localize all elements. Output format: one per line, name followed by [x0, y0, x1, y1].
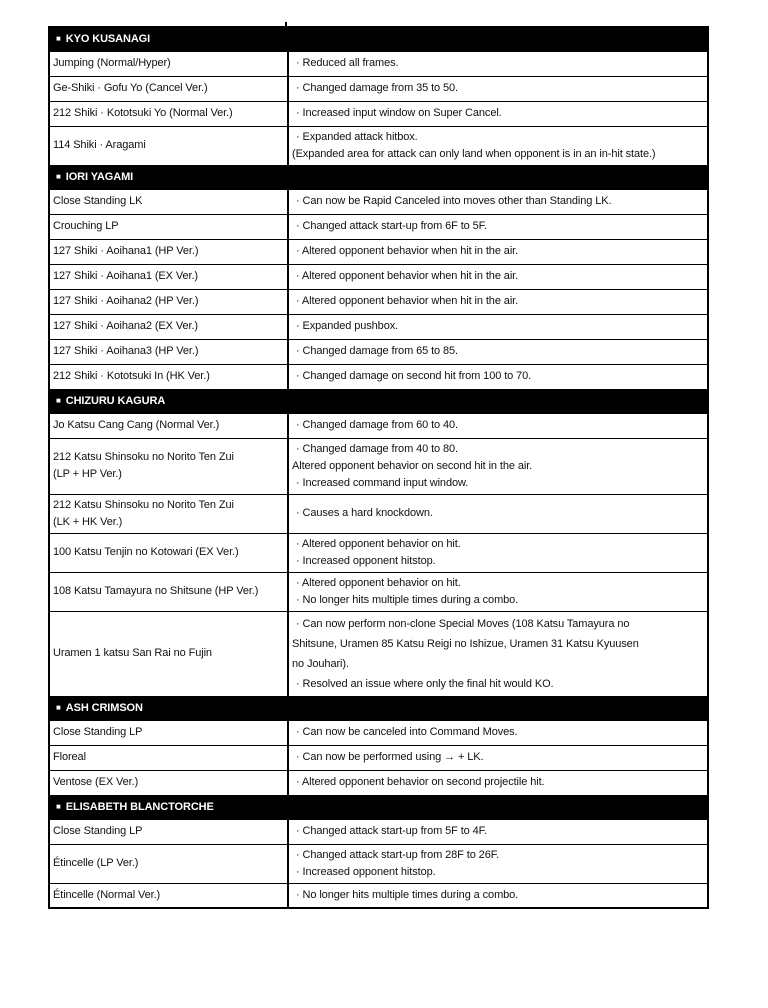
change-line: (Expanded area for attack can only land when opponent is in an in-hit state.) — [292, 147, 656, 160]
move-name-cell — [49, 364, 288, 389]
table-row — [49, 819, 708, 844]
move-name-cell — [49, 264, 288, 289]
changes-cell — [288, 413, 708, 438]
changes-cell — [288, 883, 708, 908]
change-line: · Increased opponent hitstop. — [296, 865, 436, 878]
move-name: 127 Shiki · Aoihana3 (HP Ver.) — [53, 345, 199, 357]
section-title: ELISABETH BLANCTORCHE — [65, 801, 214, 813]
move-name-cell — [49, 572, 288, 611]
section-title: ASH CRIMSON — [65, 702, 143, 714]
section-marker-icon: ■ — [56, 703, 61, 712]
table-row — [49, 720, 708, 745]
move-name: 212 Shiki · Kototsuki Yo (Normal Ver.) — [53, 107, 233, 119]
change-line: no Jouhari). — [292, 657, 349, 670]
change-line: · Increased opponent hitstop. — [296, 554, 436, 567]
section-header-row — [49, 27, 708, 51]
move-name: 108 Katsu Tamayura no Shitsune (HP Ver.) — [53, 585, 259, 597]
change-line: · Can now be performed using → + LK. — [296, 751, 484, 763]
top-border-remnant — [285, 22, 287, 26]
move-name: Close Standing LK — [53, 195, 143, 207]
move-name-cell — [49, 494, 288, 533]
change-line: · Altered opponent behavior when hit in the air. — [296, 295, 519, 307]
section-header-row — [49, 696, 708, 720]
table-row — [49, 339, 708, 364]
change-line: · Changed attack start-up from 5F to 4F. — [296, 825, 488, 837]
table-row — [49, 494, 708, 533]
table-row — [49, 364, 708, 389]
move-name-cell — [49, 438, 288, 494]
section-marker-icon: ■ — [56, 396, 61, 405]
move-name: 127 Shiki · Aoihana1 (HP Ver.) — [53, 245, 199, 257]
patch-notes-table — [48, 26, 707, 909]
change-line: · Expanded pushbox. — [296, 320, 399, 332]
change-line: · Changed attack start-up from 6F to 5F. — [296, 220, 488, 232]
change-line: · Can now be canceled into Command Moves. — [296, 726, 518, 738]
balance-change-table — [48, 26, 709, 909]
move-name: Uramen 1 katsu San Rai no Fujin — [53, 647, 212, 659]
table-row — [49, 438, 708, 494]
changes-cell — [288, 289, 708, 314]
section-title: CHIZURU KAGURA — [65, 395, 166, 407]
section-header-cell — [49, 389, 708, 413]
move-name-cell — [49, 214, 288, 239]
section-title: KYO KUSANAGI — [65, 33, 151, 46]
move-name: Étincelle (LP Ver.) — [53, 857, 139, 869]
move-name-cell — [49, 413, 288, 438]
move-name: 127 Shiki · Aoihana2 (HP Ver.) — [53, 295, 199, 307]
change-line: · Altered opponent behavior when hit in the air. — [296, 245, 519, 257]
move-name: Jumping (Normal/Hyper) — [53, 57, 171, 69]
changes-cell — [288, 533, 708, 572]
change-line: · Changed damage from 65 to 85. — [296, 345, 459, 357]
changes-cell — [288, 720, 708, 745]
move-name-cell — [49, 101, 288, 126]
move-name-cell — [49, 533, 288, 572]
move-name-cell — [49, 126, 288, 165]
changes-cell — [288, 189, 708, 214]
move-name-cell — [49, 339, 288, 364]
section-header-cell — [49, 165, 708, 189]
changes-cell — [288, 51, 708, 76]
change-line: · Changed attack start-up from 28F to 26F. — [296, 848, 500, 861]
table-row — [49, 214, 708, 239]
table-row — [49, 289, 708, 314]
changes-cell — [288, 611, 708, 696]
move-name-cell — [49, 819, 288, 844]
table-row — [49, 413, 708, 438]
table-row — [49, 76, 708, 101]
changes-cell — [288, 76, 708, 101]
move-name-cell — [49, 289, 288, 314]
move-name: Floreal — [53, 751, 86, 763]
change-line: · Changed damage on second hit from 100 to 70. — [296, 370, 532, 382]
changes-cell — [288, 101, 708, 126]
table-row — [49, 572, 708, 611]
table-row — [49, 189, 708, 214]
change-line: · Altered opponent behavior on second projectile hit. — [296, 776, 545, 788]
move-name-cell — [49, 883, 288, 908]
move-name: Jo Katsu Cang Cang (Normal Ver.) — [53, 419, 220, 431]
move-name-cell — [49, 51, 288, 76]
change-line: · Can now be Rapid Canceled into moves other than Standing LK. — [296, 195, 612, 207]
changes-cell — [288, 745, 708, 770]
changes-cell — [288, 314, 708, 339]
change-line: · Altered opponent behavior on hit. — [296, 537, 461, 550]
changes-cell — [288, 819, 708, 844]
change-line: · Expanded attack hitbox. — [296, 130, 418, 143]
table-row — [49, 126, 708, 165]
table-row — [49, 239, 708, 264]
change-line: · Can now perform non-clone Special Moves (108 Katsu Tamayura no — [296, 617, 630, 630]
table-row — [49, 264, 708, 289]
table-row — [49, 844, 708, 883]
change-line: · Altered opponent behavior on hit. — [296, 576, 461, 589]
move-name-cell — [49, 239, 288, 264]
move-name: 127 Shiki · Aoihana1 (EX Ver.) — [53, 270, 198, 282]
section-header-cell — [49, 27, 708, 51]
move-name-cell — [49, 189, 288, 214]
changes-cell — [288, 126, 708, 165]
move-name: Ge-Shiki · Gofu Yo (Cancel Ver.) — [53, 82, 208, 94]
change-line: · Causes a hard knockdown. — [296, 507, 433, 519]
change-line: · Increased input window on Super Cancel. — [296, 107, 502, 119]
move-name: 212 Katsu Shinsoku no Norito Ten Zui — [53, 451, 234, 463]
move-name-cell — [49, 611, 288, 696]
move-name: Crouching LP — [53, 220, 119, 232]
changes-cell — [288, 494, 708, 533]
move-name: 212 Shiki · Kototsuki In (HK Ver.) — [53, 370, 210, 382]
change-line: · Reduced all frames. — [296, 57, 399, 69]
changes-cell — [288, 339, 708, 364]
change-line: · Altered opponent behavior when hit in the air. — [296, 270, 519, 282]
move-name: 127 Shiki · Aoihana2 (EX Ver.) — [53, 320, 198, 332]
changes-cell — [288, 239, 708, 264]
table-row — [49, 51, 708, 76]
move-name-cell — [49, 314, 288, 339]
move-name-cell — [49, 720, 288, 745]
change-line: · Increased command input window. — [296, 476, 469, 489]
table-row — [49, 611, 708, 696]
section-header-row — [49, 389, 708, 413]
table-row — [49, 533, 708, 572]
change-line: · No longer hits multiple times during a combo. — [296, 888, 519, 901]
section-marker-icon: ■ — [56, 34, 61, 44]
move-name: 100 Katsu Tenjin no Kotowari (EX Ver.) — [53, 546, 239, 558]
move-name: (LK + HK Ver.) — [53, 515, 123, 528]
table-row — [49, 883, 708, 908]
section-marker-icon: ■ — [56, 802, 61, 811]
table-row — [49, 101, 708, 126]
table-row — [49, 770, 708, 795]
change-line: · No longer hits multiple times during a combo. — [296, 593, 519, 606]
move-name: Close Standing LP — [53, 825, 143, 837]
change-line: Shitsune, Uramen 85 Katsu Reigi no Ishizue, Uramen 31 Katsu Kyuusen — [292, 637, 639, 650]
move-name: 114 Shiki · Aragami — [53, 139, 146, 151]
move-name: 212 Katsu Shinsoku no Norito Ten Zui — [53, 498, 234, 511]
change-line: · Changed damage from 40 to 80. — [296, 442, 459, 455]
section-header-cell — [49, 696, 708, 720]
changes-cell — [288, 214, 708, 239]
section-title: IORI YAGAMI — [65, 171, 134, 183]
move-name-cell — [49, 745, 288, 770]
move-name: Close Standing LP — [53, 726, 143, 738]
move-name: Étincelle (Normal Ver.) — [53, 888, 161, 901]
move-name: Ventose (EX Ver.) — [53, 776, 139, 788]
section-marker-icon: ■ — [56, 172, 61, 181]
section-header-row — [49, 165, 708, 189]
changes-cell — [288, 844, 708, 883]
changes-cell — [288, 264, 708, 289]
change-line: · Changed damage from 60 to 40. — [296, 419, 459, 431]
changes-cell — [288, 770, 708, 795]
changes-cell — [288, 438, 708, 494]
section-header-row — [49, 795, 708, 819]
table-row — [49, 314, 708, 339]
section-header-cell — [49, 795, 708, 819]
table-row — [49, 745, 708, 770]
change-line: Altered opponent behavior on second hit in the air. — [292, 459, 533, 472]
change-line: · Changed damage from 35 to 50. — [296, 82, 459, 94]
move-name-cell — [49, 844, 288, 883]
changes-cell — [288, 364, 708, 389]
move-name-cell — [49, 76, 288, 101]
move-name-cell — [49, 770, 288, 795]
changes-cell — [288, 572, 708, 611]
move-name: (LP + HP Ver.) — [53, 468, 122, 480]
change-line: · Resolved an issue where only the final hit would KO. — [296, 677, 554, 690]
